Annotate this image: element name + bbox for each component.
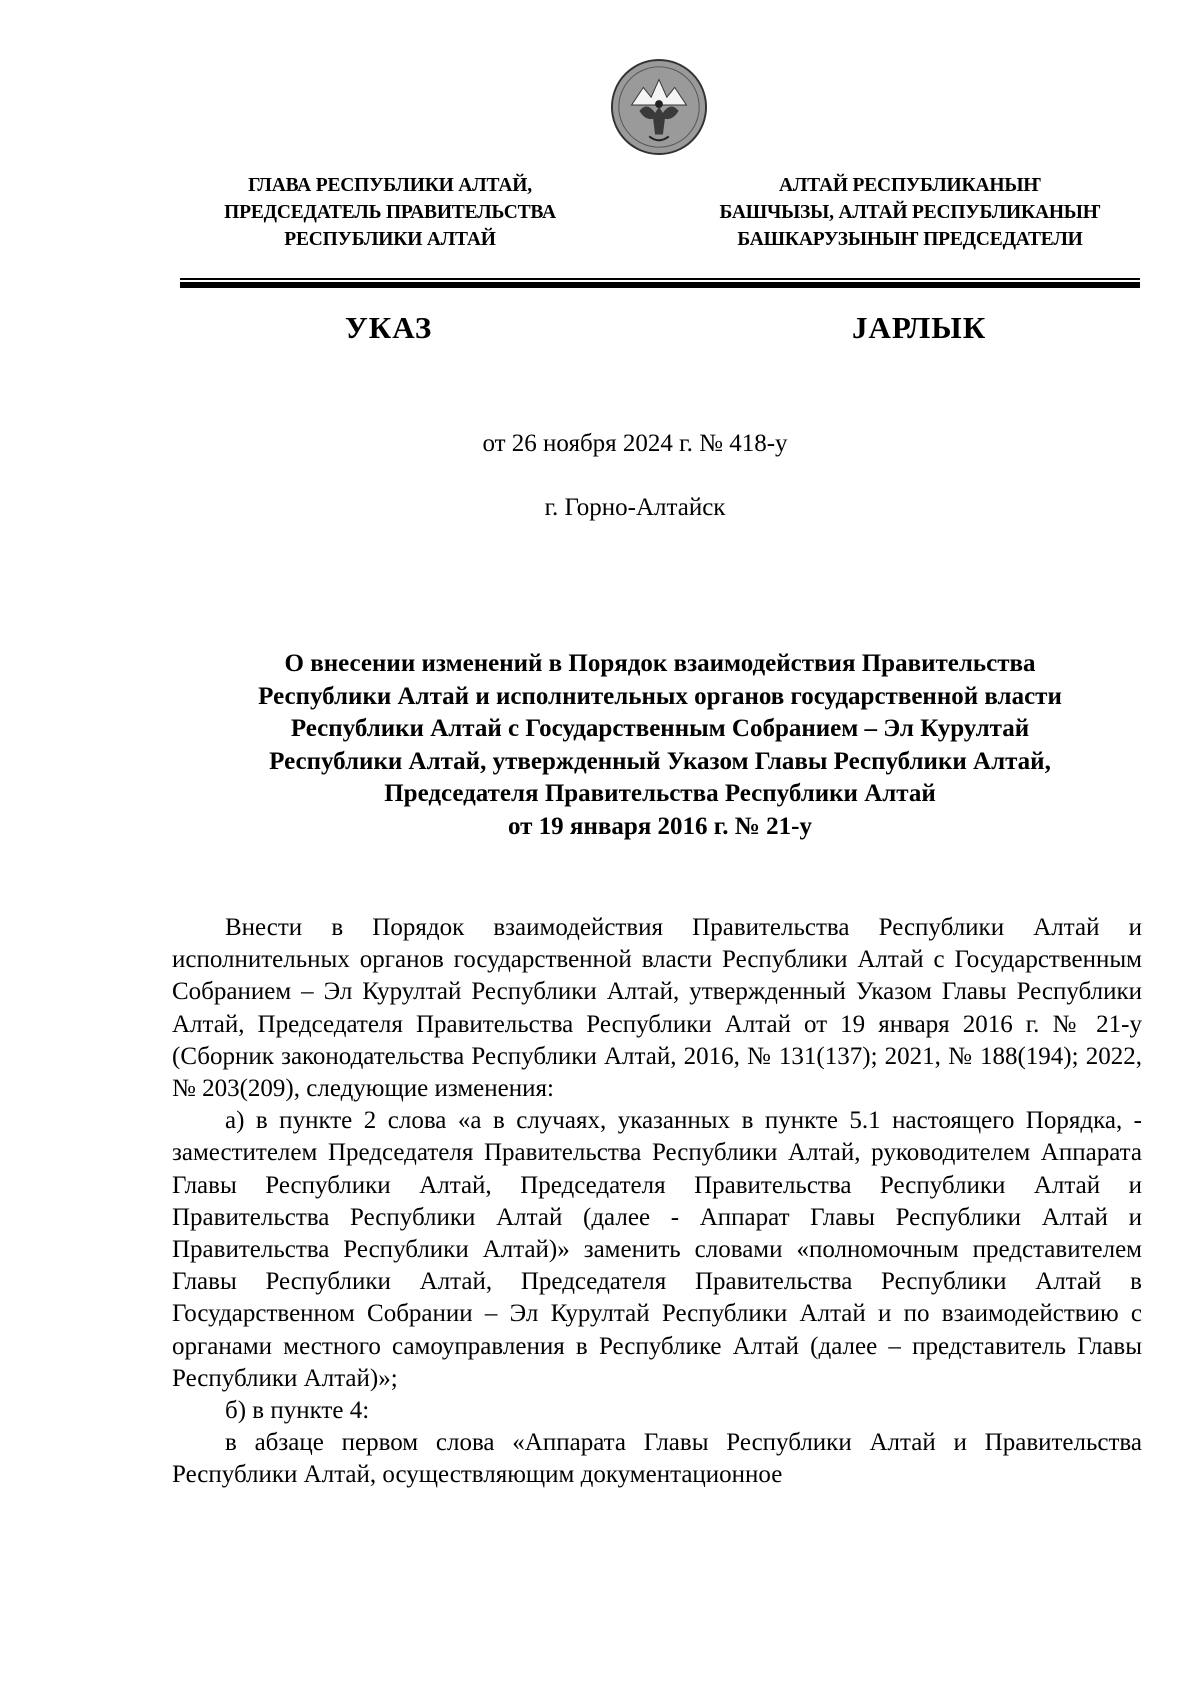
header-left-line: ГЛАВА РЕСПУБЛИКИ АЛТАЙ, — [248, 175, 532, 196]
decree-city: г. Горно-Алтайск — [544, 494, 726, 521]
decree-date-number: от 26 ноября 2024 г. № 418-у — [482, 430, 788, 457]
altai-coat-of-arms-icon — [610, 58, 708, 156]
body-paragraph: в абзаце первом слова «Аппарата Главы Республики Алтай и Правительства Республики Алтай, осуществляющим документационное — [172, 1429, 1142, 1489]
header-left-line: ПРЕДСЕДАТЕЛЬ ПРАВИТЕЛЬСТВА — [224, 202, 556, 223]
subject-line: от 19 января 2016 г. № 21-у — [507, 812, 813, 840]
subject-line: Республики Алтай и исполнительных органов государственной власти — [258, 682, 1062, 710]
header-right-line: БАШКАРУЗЫНЫҤ ПРЕДСЕДАТЕЛИ — [737, 229, 1083, 250]
body-paragraph: а) в пункте 2 слова «а в случаях, указанных в пункте 5.1 настоящего Порядка, - заместителем Председателя Правительства Республики Алтай, руководителем Аппарата Главы Республики Алтай, Председателя Правительства Республики Алтай и Правительства Республики Алтай (далее - Аппарат Главы Республики Алтай и Правительства Республики Алтай)» заменить словами «полномочным представителем Главы Республики Алтай, Председателя Правительства Республики Алтай в Государственном Собрании – Эл Курултай Республики Алтай и по взаимодействию с органами местного самоуправления в Республике Алтай (далее – представитель Главы Республики Алтай)»; — [172, 1107, 1142, 1392]
subject-line: Республики Алтай с Государственным Собранием – Эл Курултай — [290, 715, 1030, 742]
header-left-line: РЕСПУБЛИКИ АЛТАЙ — [284, 229, 496, 250]
header-divider-thin — [180, 278, 1140, 280]
header-left — [190, 172, 590, 253]
decree-subject — [180, 648, 1140, 843]
title-jarlyk: ЈАРЛЫК — [852, 310, 987, 345]
body-paragraph: Внести в Порядок взаимодействия Правительства Республики Алтай и исполнительных органов государственной власти Республики Алтай с Государственным Собранием – Эл Курултай Республики Алтай, утвержденный Указом Главы Республики Алтай, Председателя Правительства Республики Алтай от 19 января 2016 г. № 21-у (Сборник законодательства Республики Алтай, 2016, № 131(137); 2021, № 188(194); 2022, № 203(209), следующие изменения: — [172, 914, 1142, 1103]
subject-line: Председателя Правительства Республики Алтай — [384, 780, 936, 807]
subject-line: Республики Алтай, утвержденный Указом Главы Республики Алтай, — [269, 747, 1051, 775]
body-paragraph: б) в пункте 4: — [225, 1397, 370, 1425]
header-divider-thick — [180, 282, 1140, 288]
title-ukaz: УКАЗ — [345, 310, 433, 345]
header-right — [700, 172, 1120, 253]
subject-line: О внесении изменений в Порядок взаимодействия Правительства — [284, 650, 1036, 677]
header-right-line: АЛТАЙ РЕСПУБЛИКАНЫҤ — [778, 175, 1042, 196]
decree-body — [172, 912, 1142, 1492]
header-right-line: БАШЧЫЗЫ, АЛТАЙ РЕСПУБЛИКАНЫҤ — [719, 202, 1101, 223]
